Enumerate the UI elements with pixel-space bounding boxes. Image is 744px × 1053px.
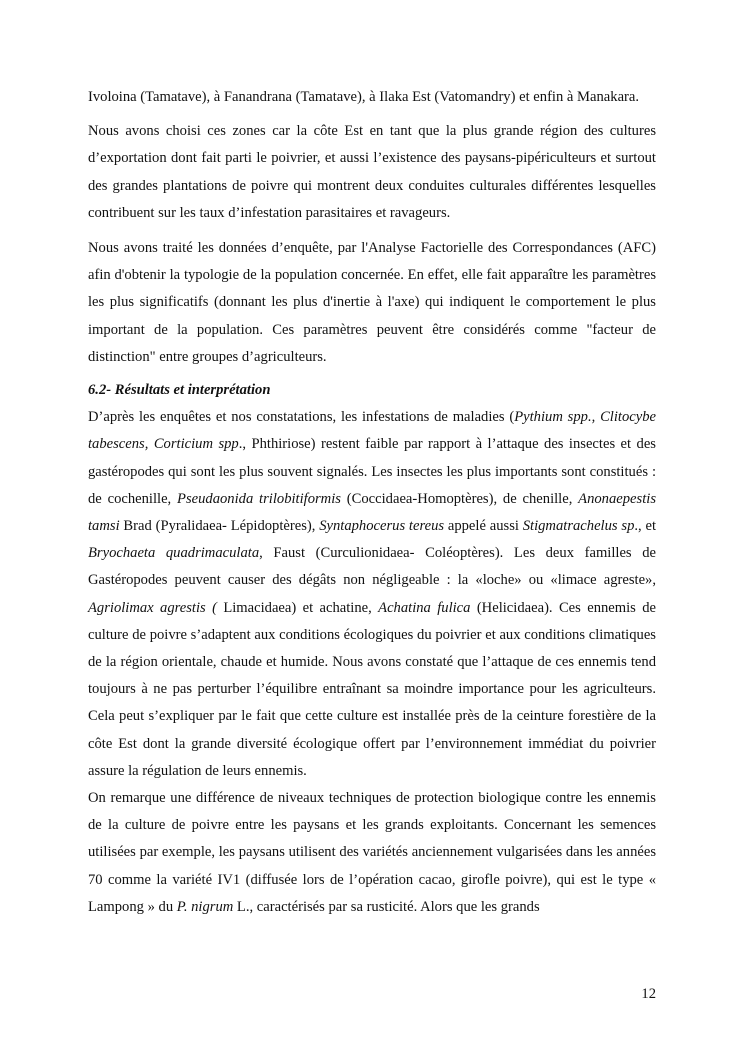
results-species-6: Bryochaeta quadrimaculata xyxy=(88,545,260,562)
results-text-1: D’après les enquêtes et nos constatations, les infestations de maladies ( xyxy=(88,409,515,426)
protection-text-2: L., caractérisés par sa rusticité. Alors que les grands xyxy=(233,898,540,915)
results-species-1: Pythium spp., Clitocybe tabescens, Corticium spp xyxy=(88,409,656,453)
results-text-4: Brad (Pyralidaea- Lépidoptères), xyxy=(119,518,320,535)
results-text-7: , Faust (Curculionidaea- Coléoptères). Les deux familles de Gastéropodes peuvent causer des dégâts non négligeable : la «loche» ou «limace agreste», xyxy=(88,545,656,589)
results-species-3: Anonaepestis tamsi xyxy=(88,490,656,535)
paragraph-afc-method: Nous avons traité les données d’enquête, par l'Analyse Factorielle des Correspondances (AFC) afin d'obtenir la typologie de la population concernée. En effet, elle fait apparaître les paramètres les plus significatifs (donnant les plus d'inertie à l'axe) qui indiquent le comportement le plus important de la population. Ces paramètres peuvent être considérés comme "facteur de distinction" entre groupes d’agriculteurs. xyxy=(88,240,656,365)
protection-species-1: P. nigrum xyxy=(176,898,234,915)
protection-text-1: On remarque une différence de niveaux techniques de protection biologique contre les ennemis de la culture de poivre entre les paysans et les grands exploitants. Concernant les semences utilisées par exemple, les paysans utilisent des variétés anciennement vulgarisées dans les années 70 comme la variété IV1 (diffusée lors de l’opération cacao, girofle poivre), qui est le type « Lampong » du xyxy=(88,790,656,915)
paragraph-results xyxy=(88,404,656,785)
results-species-4: Syntaphocerus tereus xyxy=(319,518,445,535)
page-number: 12 xyxy=(641,986,656,1002)
results-text-8: Limacidaea) et achatine, xyxy=(216,599,379,616)
results-species-2: Pseudaonida trilobitiformis xyxy=(177,490,341,507)
section-heading: 6.2- Résultats et interprétation xyxy=(88,382,271,399)
results-text-2: ., Phthiriose) restent faible par rapport à l’attaque des insectes et des gastéropodes qui sont les plus souvent signalés. Les insectes les plus importants sont constitués : de cochenille, xyxy=(88,436,656,507)
results-text-3: (Coccidaea-Homoptères), de chenille, xyxy=(340,490,579,507)
paragraph-locations: Ivoloina (Tamatave), à Fanandrana (Tamatave), à Ilaka Est (Vatomandry) et enfin à Manakara. xyxy=(88,89,640,105)
results-text-6: ., et xyxy=(634,518,657,535)
paragraph-protection xyxy=(88,785,656,921)
results-species-8: Achatina fulica xyxy=(378,599,471,616)
results-text-5: appelé aussi xyxy=(444,518,523,535)
results-species-7: Agriolimax agrestis ( xyxy=(88,599,217,616)
results-species-5: Stigmatrachelus sp xyxy=(522,518,635,535)
paragraph-zone-choice: Nous avons choisi ces zones car la côte Est en tant que la plus grande région des cultures d’exportation dont fait parti le poivrier, et aussi l’existence des paysans-pipériculteurs et surtout des grandes plantations de poivre qui montrent deux conduites culturales différentes lesquelles contribuent sur les taux d’infestation parasitaires et ravageurs. xyxy=(88,123,656,221)
document-page xyxy=(88,84,656,921)
results-text-9: (Helicidaea). Ces ennemis de culture de poivre s’adaptent aux conditions écologiques du poivrier et aux conditions climatiques de la région orientale, chaude et humide. Nous avons constaté que l’attaque de ces ennemis tend toujours à ne pas perturber l’équilibre entraînant sa moindre importance pour les agriculteurs. Cela peut s’expliquer par le fait que cette culture est installée près de la ceinture forestière de la côte Est dont la grande diversité écologique offert par l’environnement immédiat du poivrier assure la régulation de leurs ennemis. xyxy=(88,599,656,779)
